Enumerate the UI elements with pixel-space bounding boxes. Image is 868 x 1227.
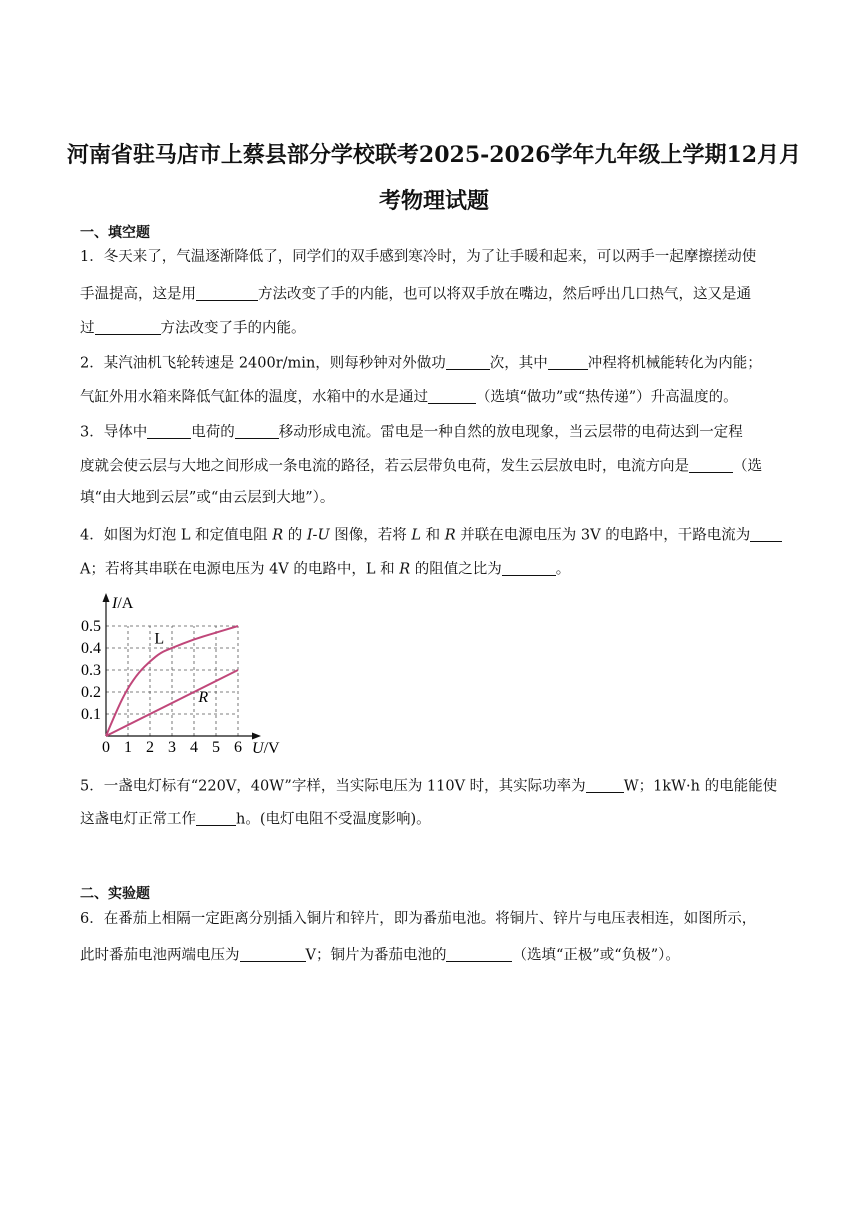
series-label-R: R — [198, 688, 209, 706]
x-tick-label: 5 — [212, 739, 220, 756]
x-tick-label: 6 — [234, 739, 242, 756]
question-5-line1: 5．一盏电灯标有“220V，40W”字样，当实际电压为 110V 时，其实际功率为 W；1kW·h 的电能能使 — [80, 778, 778, 795]
answer-blank[interactable] — [428, 388, 476, 404]
y-tick-label: 0.1 — [81, 706, 101, 723]
answer-blank[interactable] — [196, 810, 236, 826]
question-2-line1: 2．某汽油机飞轮转速是 2400r/min，则每秒钟对外做功 次，其中 冲程将机械能转化为内能； — [80, 355, 762, 372]
question-3-line2: 度就会使云层与大地之间形成一条电流的路径，若云层带负电荷，发生云层放电时，电流方向是 （选 — [80, 458, 762, 475]
x-tick-label: 3 — [168, 739, 176, 756]
x-tick-label: 1 — [124, 739, 132, 756]
question-4-line1: 4．如图为灯泡 L 和定值电阻 R 的 I-U 图像，若将 L 和 R 并联在电源电压为 3V 的电路中，干路电流为 — [80, 526, 792, 544]
answer-blank[interactable] — [750, 526, 782, 542]
x-tick-label: 0 — [102, 739, 110, 756]
answer-blank[interactable] — [586, 777, 624, 793]
question-5-line2: 这盏电灯正常工作 h。(电灯电阻不受温度影响)。 — [80, 811, 431, 828]
y-tick-label: 0.3 — [81, 662, 101, 679]
series-label-L: L — [154, 630, 165, 648]
question-6-line1: 6．在番茄上相隔一定距离分别插入铜片和锌片，即为番茄电池。将铜片、锌片与电压表相连，如图所示， — [80, 911, 757, 927]
question-2-line2: 气缸外用水箱来降低气缸体的温度，水箱中的水是通过 （选填“做功”或“热传递”）升高温度的。 — [80, 389, 738, 406]
y-axis-label: I/A — [112, 595, 134, 612]
answer-blank[interactable] — [147, 423, 191, 439]
answer-blank[interactable] — [95, 319, 161, 335]
section-heading-experiment: 二、实验题 — [80, 886, 150, 902]
y-tick-label: 0.5 — [81, 618, 101, 635]
answer-blank[interactable] — [240, 946, 306, 962]
answer-blank[interactable] — [446, 354, 490, 370]
question-1-line1: 1．冬天来了，气温逐渐降低了，同学们的双手感到寒冷时，为了让手暖和起来，可以两手一起摩擦搓动使 — [80, 249, 757, 265]
question-3-line3: 填“由大地到云层”或“由云层到大地”）。 — [80, 490, 335, 506]
y-tick-label: 0.4 — [81, 640, 101, 657]
x-tick-label: 2 — [146, 739, 154, 756]
question-6-line2: 此时番茄电池两端电压为 V；铜片为番茄电池的 （选填“正极”或“负极”）。 — [80, 947, 680, 964]
answer-blank[interactable] — [235, 423, 279, 439]
page-title-line2: 考物理试题 — [378, 188, 489, 214]
question-4-line2: A；若将其串联在电源电压为 4V 的电路中，L 和 R 的阻值之比为 。 — [80, 561, 571, 578]
x-tick-label: 4 — [190, 739, 198, 756]
question-1-line2: 手温提高，这是用 方法改变了手的内能，也可以将双手放在嘴边，然后呼出几口热气，这又是通 — [80, 286, 751, 303]
page-title-line1: 河南省驻马店市上蔡县部分学校联考2025-2026学年九年级上学期12月月 — [66, 142, 802, 168]
answer-blank[interactable] — [548, 354, 588, 370]
answer-blank[interactable] — [502, 560, 556, 576]
y-tick-label: 0.2 — [81, 684, 101, 701]
answer-blank[interactable] — [689, 457, 733, 473]
question-3-line1: 3．导体中 电荷的 移动形成电流。雷电是一种自然的放电现象，当云层带的电荷达到一定程 — [80, 424, 743, 441]
x-axis-label: U/V — [252, 740, 280, 757]
answer-blank[interactable] — [446, 946, 512, 962]
question-1-line3: 过 方法改变了手的内能。 — [80, 320, 306, 337]
section-heading-fill-in: 一、填空题 — [80, 225, 150, 241]
y-axis-arrow — [103, 593, 110, 602]
x-axis-arrow — [252, 733, 261, 740]
i-u-graph — [70, 588, 290, 760]
answer-blank[interactable] — [196, 285, 258, 301]
